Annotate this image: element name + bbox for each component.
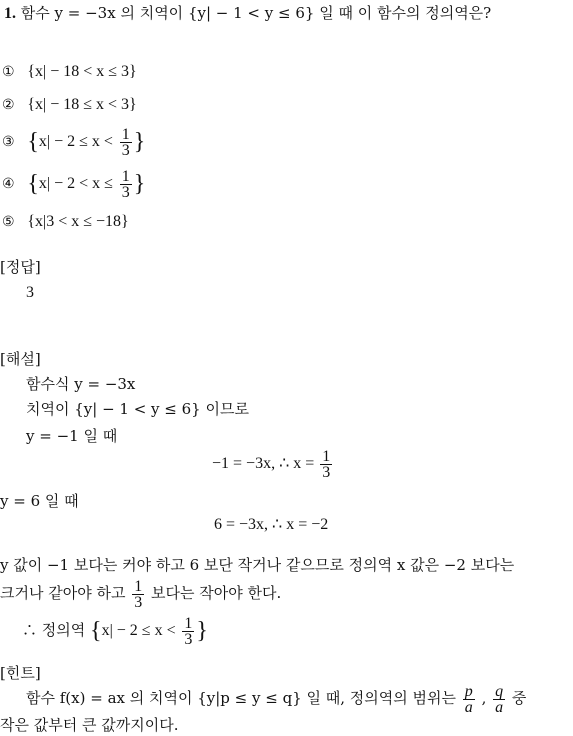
fraction-numerator: 1 (121, 125, 130, 143)
choice-marker: ④ (2, 176, 15, 192)
fraction (120, 169, 132, 200)
solution-equation (212, 446, 334, 482)
solution-line (0, 575, 281, 611)
fraction (182, 616, 194, 647)
solution-line: 치역이 {y| − 1 < y ≤ 6} 이므로 (26, 400, 249, 418)
left-brace: { (27, 129, 39, 155)
right-brace: } (196, 618, 208, 644)
fraction (320, 449, 332, 480)
solution-line: y = −1 일 때 (26, 427, 118, 445)
equation-text: −1 = −3x, ∴ x = (212, 455, 315, 472)
solution-text: 크거나 같아야 하고 (0, 584, 126, 602)
fraction-numerator: p (464, 682, 473, 700)
left-brace: { (27, 171, 39, 197)
answer-label: [정답] (0, 258, 41, 276)
choice-marker: ① (2, 64, 15, 80)
choice-marker: ③ (2, 134, 15, 150)
hint-text: 중 (511, 689, 527, 707)
solution-line: 함수식 y = −3x (26, 375, 136, 393)
solution-line: y = 6 일 때 (0, 492, 79, 510)
question-number: 1. (4, 5, 16, 22)
solution-conclusion (22, 612, 208, 649)
fraction (463, 684, 475, 715)
fraction-numerator: 1 (322, 447, 331, 465)
choice-1 (2, 62, 137, 81)
hint-separator: , (481, 689, 487, 707)
solution-line: y 값이 −1 보다는 커야 하고 6 보단 작거나 같으므로 정의역 x 값은 −2 보다는 (0, 556, 515, 574)
choice-5 (2, 212, 129, 231)
question-line (4, 4, 491, 23)
hint-line: 작은 값부터 큰 값까지이다. (0, 716, 179, 734)
conclusion-set: x| − 2 ≤ x < (101, 622, 176, 639)
solution-equation: 6 = −3x, ∴ x = −2 (214, 516, 329, 533)
choice-text: x| − 2 < x ≤ (38, 175, 113, 192)
answer-value: 3 (26, 284, 34, 301)
right-brace: } (133, 129, 146, 155)
fraction-numerator: 1 (184, 614, 193, 632)
fraction-denominator: a (464, 698, 473, 716)
choice-marker: ② (2, 97, 15, 113)
fraction-numerator: 1 (134, 577, 143, 595)
fraction-denominator: 3 (322, 463, 331, 481)
hint-line (26, 680, 526, 716)
fraction (120, 127, 132, 158)
fraction-denominator: 3 (134, 593, 143, 611)
fraction (132, 579, 144, 610)
fraction-numerator: 1 (121, 167, 130, 185)
hint-label: [힌트] (0, 664, 41, 682)
choice-text: {x| − 18 ≤ x < 3} (27, 96, 137, 113)
fraction-denominator: 3 (121, 183, 130, 201)
solution-label: [해설] (0, 350, 41, 368)
solution-text: 보다는 작아야 한다. (151, 584, 282, 602)
question-text: 함수 y = −3x 의 치역이 {y| − 1 < y ≤ 6} 일 때 이 함수의 정의역은? (20, 4, 492, 22)
choice-2 (2, 95, 137, 114)
choice-3 (2, 123, 145, 160)
choice-marker: ⑤ (2, 214, 15, 230)
conclusion-prefix: ∴ 정의역 (22, 621, 86, 639)
choice-text: {x| − 18 < x ≤ 3} (27, 63, 137, 80)
left-brace: { (90, 618, 102, 644)
choice-text: {x|3 < x ≤ −18} (27, 213, 129, 230)
choice-4 (2, 165, 145, 202)
fraction-denominator: 3 (121, 141, 130, 159)
choice-text: x| − 2 ≤ x < (38, 133, 113, 150)
right-brace: } (133, 171, 146, 197)
fraction (493, 684, 505, 715)
fraction-denominator: 3 (184, 630, 193, 648)
fraction-denominator: a (495, 698, 504, 716)
fraction-numerator: q (495, 682, 504, 700)
hint-text: 함수 f(x) = ax 의 치역이 {y|p ≤ y ≤ q} 일 때, 정의역의 범위는 (26, 689, 456, 707)
